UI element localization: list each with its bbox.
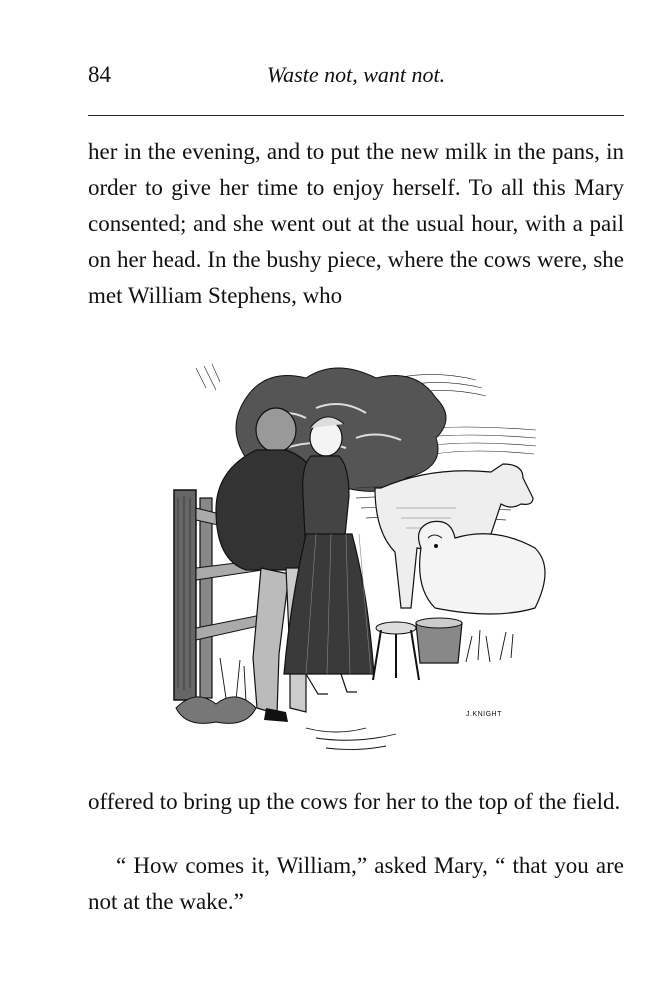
- engraver-signature: J.KNIGHT: [466, 711, 502, 718]
- engraving-svg: [166, 338, 546, 758]
- page-number: 84: [88, 62, 111, 87]
- milking-stool-and-pail: [373, 618, 462, 680]
- running-title: Waste not, want not.: [266, 62, 446, 87]
- paragraph-2: offered to bring up the cows for her to the top of the field.: [88, 789, 621, 814]
- paragraph-3: “ How comes it, William,” asked Mary, “ that you are not at the wake.”: [88, 853, 624, 914]
- foreground-plants: [176, 697, 256, 723]
- paragraph-1: her in the evening, and to put the new milk in the pans, in order to give her time to enjoy herself. To all this Mary consented; and she went out at the usual hour, with a pail on her head. In the bushy piece, where the cows were, she met William Stephens, who: [88, 139, 624, 308]
- page-header: [88, 62, 624, 96]
- engraving-illustration: [166, 338, 546, 758]
- header-rule: [88, 115, 624, 116]
- cow-lying: [419, 521, 545, 614]
